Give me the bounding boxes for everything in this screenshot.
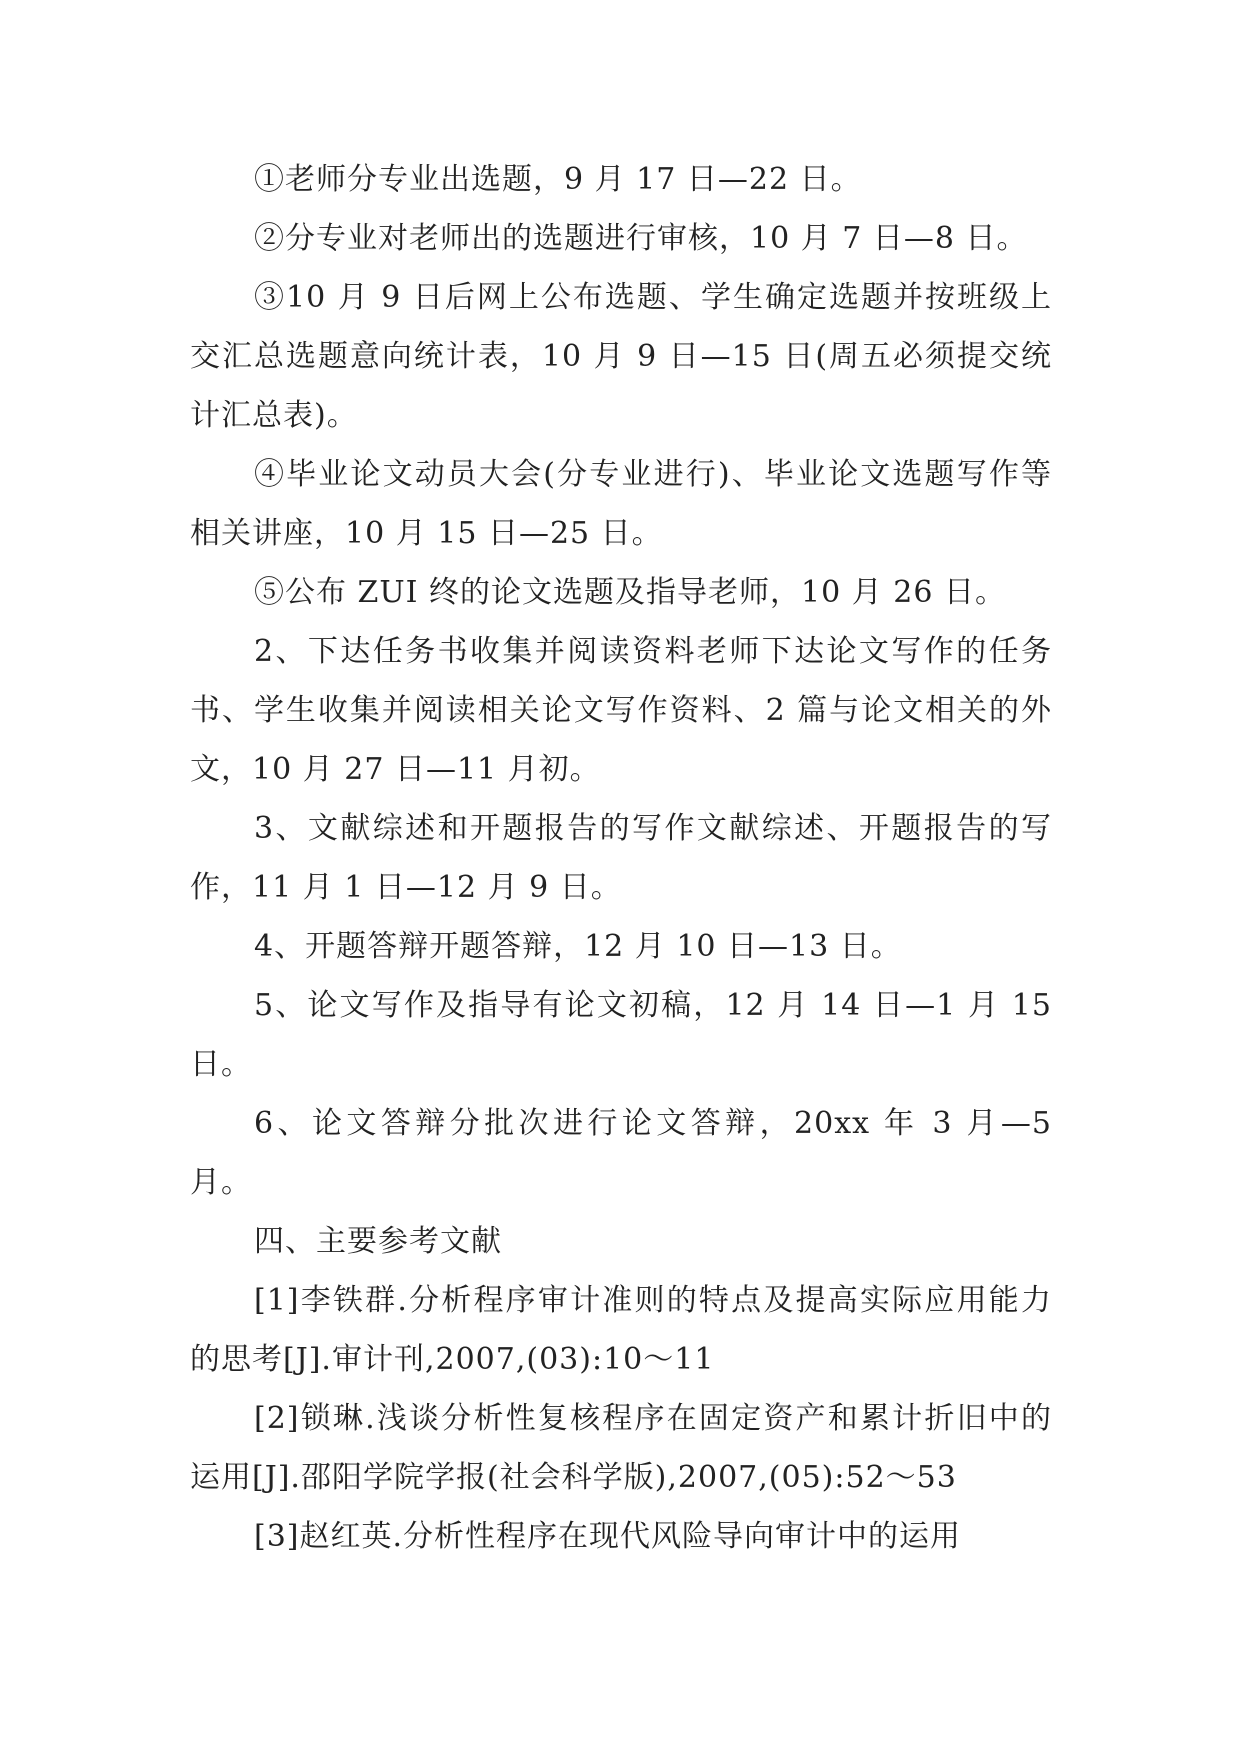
reference-1: [1]李铁群.分析程序审计准则的特点及提高实际应用能力的思考[J].审计刊,2007,(03):10～11 (190, 1283, 1052, 1377)
schedule-item-3: ③10 月 9 日后网上公布选题、学生确定选题并按班级上交汇总选题意向统计表，10 月 9 日—15 日(周五必须提交统计汇总表)。 (190, 280, 1052, 433)
schedule-item-5: ⑤公布 ZUI 终的论文选题及指导老师，10 月 26 日。 (254, 575, 1007, 610)
stage-6-paragraph: 6、论文答辩分批次进行论文答辩，20xx 年 3 月—5 月。 (190, 1106, 1052, 1200)
schedule-item-2: ②分专业对老师出的选题进行审核，10 月 7 日—8 日。 (254, 221, 1028, 256)
document-body (190, 150, 1052, 1566)
stage-4-paragraph: 4、开题答辩开题答辩，12 月 10 日—13 日。 (254, 929, 902, 964)
section-heading-references: 四、主要参考文献 (254, 1224, 502, 1259)
reference-2: [2]锁琳.浅谈分析性复核程序在固定资产和累计折旧中的运用[J].邵阳学院学报(社会科学版),2007,(05):52～53 (190, 1401, 1052, 1495)
reference-3: [3]赵红英.分析性程序在现代风险导向审计中的运用 (254, 1519, 962, 1554)
stage-2-paragraph: 2、下达任务书收集并阅读资料老师下达论文写作的任务书、学生收集并阅读相关论文写作资料、2 篇与论文相关的外文，10 月 27 日—11 月初。 (190, 634, 1052, 787)
schedule-item-4: ④毕业论文动员大会(分专业进行)、毕业论文选题写作等相关讲座，10 月 15 日—25 日。 (190, 457, 1052, 551)
schedule-item-1: ①老师分专业出选题，9 月 17 日—22 日。 (254, 162, 862, 197)
stage-5-paragraph: 5、论文写作及指导有论文初稿，12 月 14 日—1 月 15 日。 (190, 988, 1052, 1082)
stage-3-paragraph: 3、文献综述和开题报告的写作文献综述、开题报告的写作，11 月 1 日—12 月 9 日。 (190, 811, 1052, 905)
